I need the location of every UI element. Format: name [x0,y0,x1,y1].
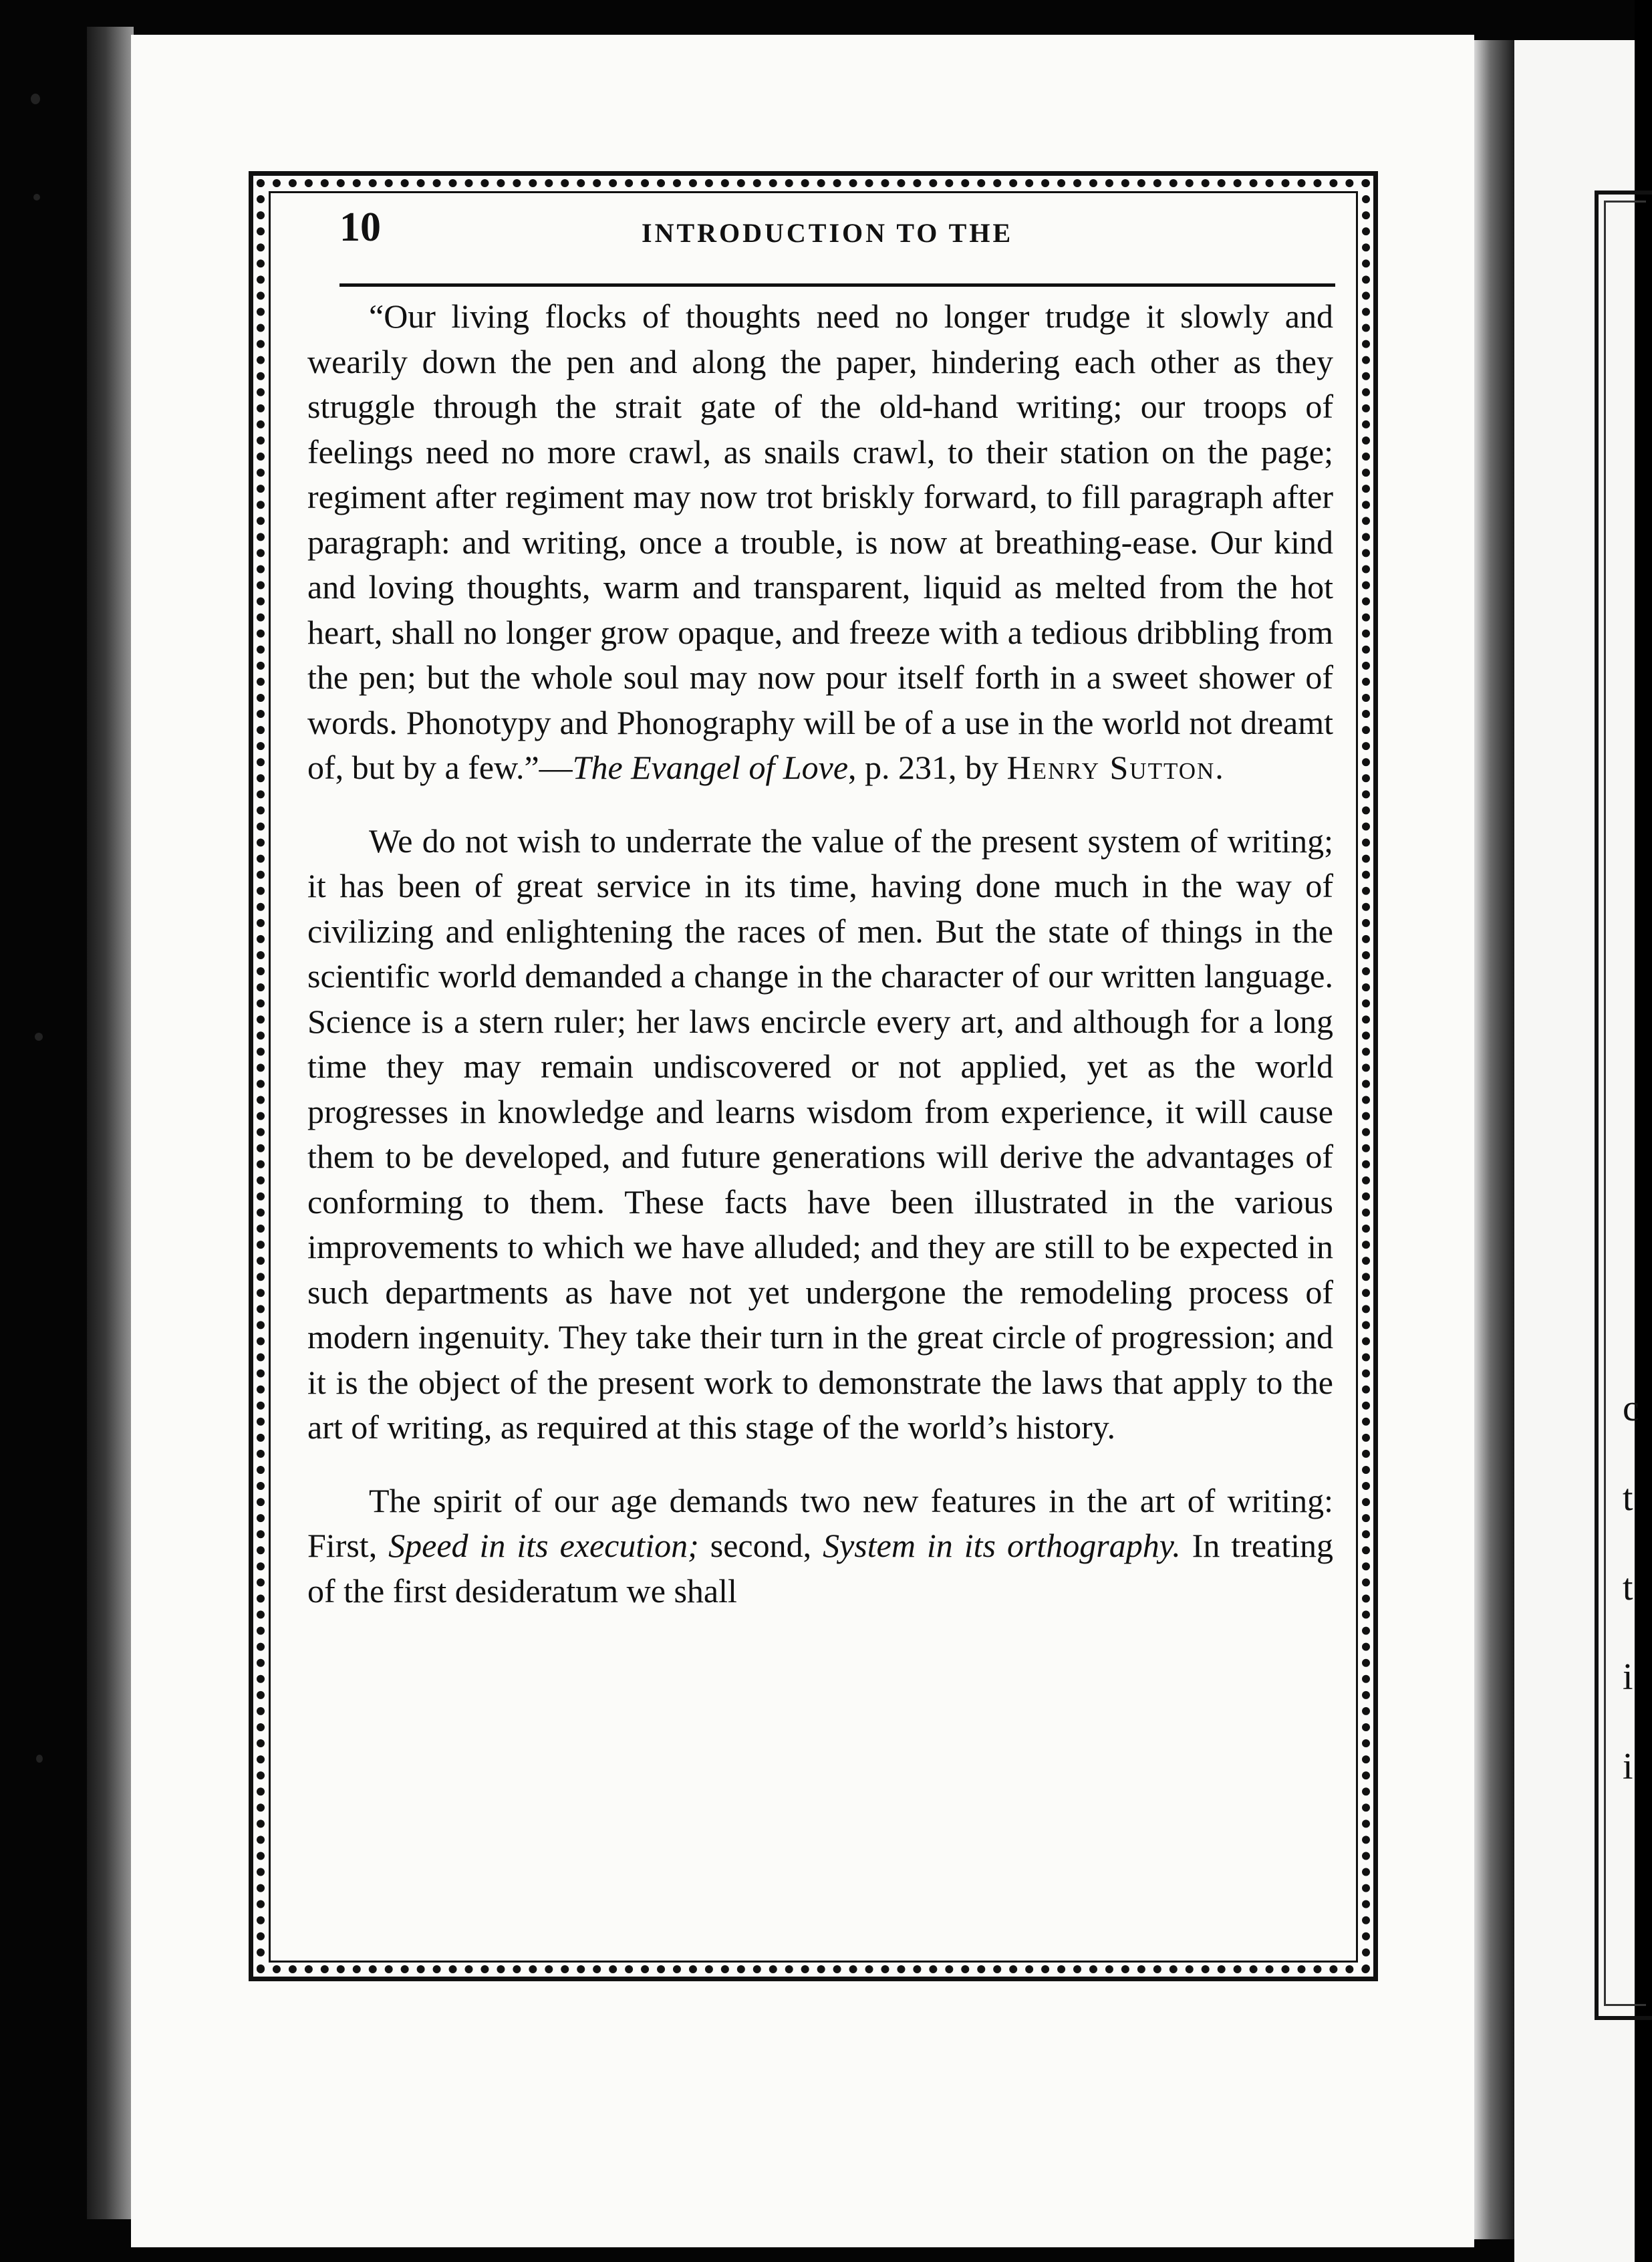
feature-speed: Speed in its execution; [388,1527,699,1564]
quotation-source-title: The Evangel of Love [572,749,849,786]
margin-speck [36,1755,43,1763]
body-paragraph [307,1479,1333,1614]
facing-page-letter: i [1623,1656,1633,1698]
page-number: 10 [339,205,381,250]
quotation-paragraph [307,294,1333,791]
page-gutter-shadow [1474,40,1514,2239]
facing-page-text-fragment [1623,1364,1639,1811]
page-body-text [307,294,1333,1614]
running-head [339,204,1329,277]
running-title: INTRODUCTION TO THE [642,218,1014,248]
paragraph-lead: The spirit of our age demands two new features in the art of writing: First, [307,1481,1333,1564]
book-binding-edge [87,27,134,2219]
feature-system: System in its orthography. [823,1527,1181,1564]
facing-page-letter: c [1623,1388,1639,1429]
quotation-end: . [1215,749,1224,786]
margin-speck [35,1033,43,1041]
facing-page-letter: i [1623,1746,1633,1787]
body-paragraph: We do not wish to underrate the value of the present system of writing; it has been of great service in its time, having done much in the way of civilizing and enlightening the races of men. But the state of things in the scientific world demanded a change in the character of our written language. Science is a stern ruler; her laws encircle every art, and although for a long time they may remain undiscovered or not applied, yet as the world progresses in knowledge and learns wisdom from experience, it will cause them to be developed, and future generations will derive the advantages of conforming to them. These facts have been illustrated in the various improvements to which we have alluded; and they are still to be expected in such departments as have not yet undergone the remodeling process of modern ingenuity. They take their turn in the great circle of progression; and it is the object of the present work to demonstrate the laws that apply to the art of writing, as required at this stage of the world’s history. [307,822,1333,1446]
header-rule [339,283,1335,287]
margin-speck [31,94,40,104]
paragraph-middle: second, [698,1527,823,1564]
quotation-author: Henry Sutton [1006,749,1216,786]
facing-page-letter: t [1623,1567,1633,1608]
quotation-source-page: , p. 231, by [848,749,1007,786]
quotation-text: “Our living flocks of thoughts need no longer trudge it slowly and wearily down the pen and along the paper, hindering each other as they struggle through the strait gate of the old-hand writing; our troops of feelings need no more crawl, as snails crawl, to their station on the page; regiment after regiment may now trot briskly forward, to fill paragraph after paragraph: and writing, once a trouble, is now at breathing-ease. Our kind and loving thoughts, warm and transparent, liquid as melted from the hot heart, shall no longer grow opaque, and freeze with a tedious dribbling from the pen; but the whole soul may now pour itself forth in a sweet shower of words. Phonotypy and Phonography will be of a use in the world not dreamt of, but by a few.”— [307,297,1333,786]
margin-speck [33,194,40,201]
paragraph-tail: In treating of the first desideratum we shall [307,1527,1333,1610]
facing-page-letter: t [1623,1477,1633,1519]
